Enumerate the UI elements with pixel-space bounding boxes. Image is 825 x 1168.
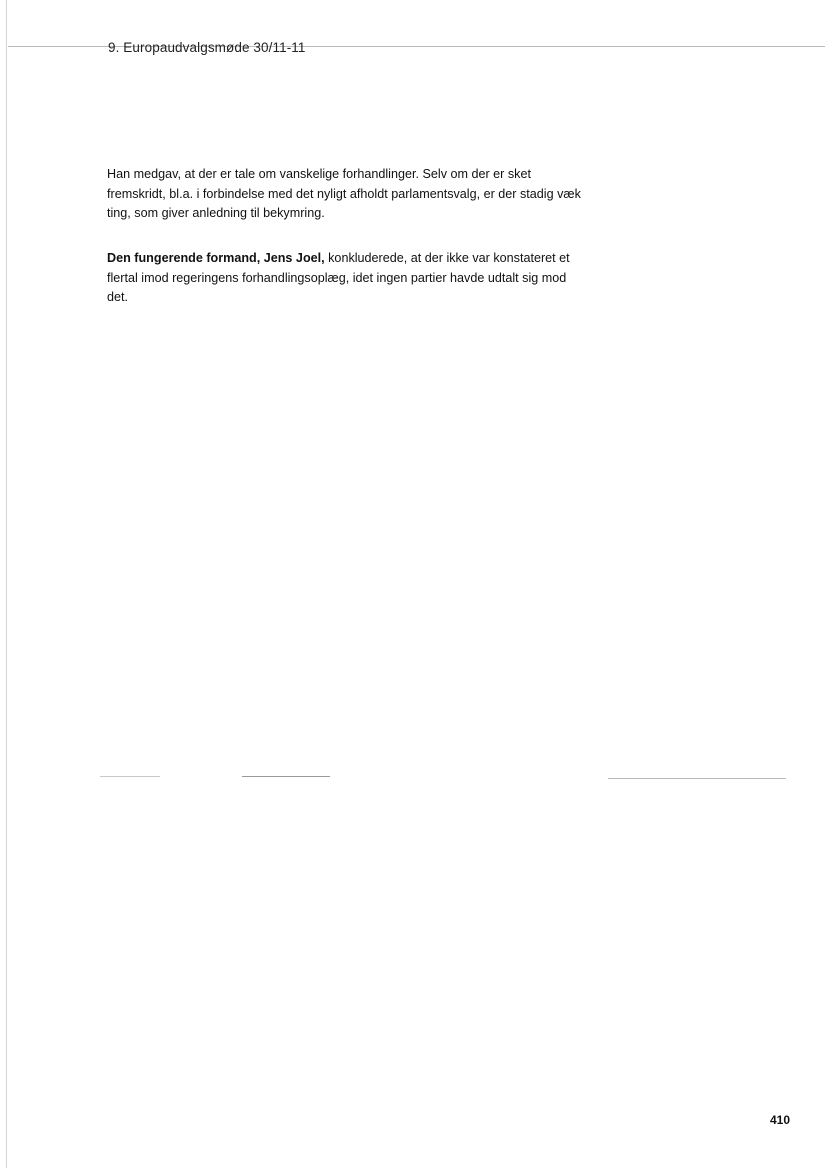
page-number: 410 xyxy=(770,1113,791,1127)
paragraph-2-text: konkluderede, at der ikke var konstateret et flertal imod regeringens forhandlingsoplæg, idet ingen partier havde udtalt sig mod det. xyxy=(107,251,570,304)
page-header-title: 9. Europaudvalgsmøde 30/11-11 xyxy=(108,40,306,55)
scan-artifact-line xyxy=(242,776,330,777)
paragraph-2 xyxy=(107,249,587,308)
scan-artifact-line xyxy=(100,776,160,777)
page-left-edge xyxy=(6,0,7,1168)
speaker-name: Den fungerende formand, Jens Joel, xyxy=(107,251,325,265)
scan-artifact-line xyxy=(608,778,786,779)
paragraph-1: Han medgav, at der er tale om vanskelige forhandlinger. Selv om der er sket fremskridt, bl.a. i forbindelse med det nyligt afholdt parlamentsvalg, er der stadig væk ting, som giver anledning til bekymring. xyxy=(107,167,581,220)
